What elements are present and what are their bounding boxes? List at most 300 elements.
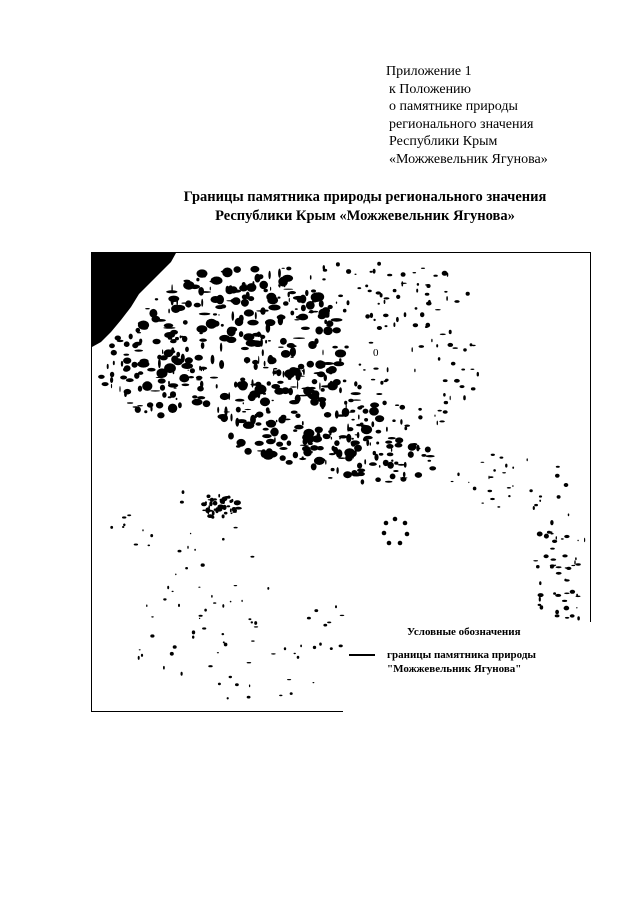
vegetation-speck <box>396 317 399 322</box>
vegetation-speck <box>235 318 244 326</box>
vegetation-speck <box>346 434 351 443</box>
vegetation-speck <box>210 377 218 379</box>
vegetation-speck <box>367 430 370 433</box>
vegetation-speck <box>150 534 153 537</box>
vegetation-speck <box>404 312 407 317</box>
vegetation-speck <box>181 302 187 303</box>
vegetation-speck <box>384 297 390 299</box>
vegetation-speck <box>295 395 301 403</box>
vegetation-speck <box>319 643 322 646</box>
vegetation-speck <box>287 679 291 680</box>
vegetation-speck <box>448 343 454 347</box>
vegetation-speck <box>297 656 300 659</box>
vegetation-speck <box>357 469 365 473</box>
vegetation-speck <box>290 386 297 387</box>
vegetation-speck <box>438 357 441 361</box>
vegetation-speck <box>564 535 569 538</box>
vegetation-speck <box>141 654 143 657</box>
vegetation-speck <box>314 338 318 344</box>
vegetation-speck <box>247 320 258 326</box>
vegetation-speck <box>404 462 407 468</box>
vegetation-speck <box>126 378 134 382</box>
vegetation-speck <box>211 595 213 598</box>
vegetation-speck <box>110 526 113 529</box>
vegetation-speck <box>315 427 323 433</box>
appendix-line-1: Приложение 1 <box>386 64 472 79</box>
vegetation-speck <box>418 415 422 419</box>
vegetation-speck <box>335 605 337 608</box>
vegetation-speck <box>357 463 362 469</box>
vegetation-speck <box>208 512 209 515</box>
vegetation-speck <box>273 308 279 309</box>
vegetation-speck <box>371 379 375 381</box>
vegetation-speck <box>550 566 554 569</box>
vegetation-speck <box>552 540 557 543</box>
vegetation-speck <box>536 565 540 568</box>
vegetation-speck <box>385 481 393 483</box>
vegetation-speck <box>192 630 195 634</box>
vegetation-speck <box>264 289 268 292</box>
vegetation-speck <box>307 617 311 620</box>
vegetation-speck <box>414 369 415 373</box>
vegetation-speck <box>276 420 278 423</box>
vegetation-speck <box>266 420 276 428</box>
vegetation-speck <box>584 538 585 542</box>
vegetation-speck <box>254 621 257 625</box>
vegetation-speck <box>199 618 200 619</box>
vegetation-speck <box>135 407 141 413</box>
vegetation-speck <box>279 695 282 697</box>
vegetation-speck <box>206 319 217 329</box>
vegetation-speck <box>142 529 143 531</box>
vegetation-speck <box>507 487 511 489</box>
vegetation-speck <box>213 313 217 315</box>
vegetation-speck <box>344 346 348 349</box>
vegetation-speck <box>321 385 331 387</box>
vegetation-speck <box>577 540 578 541</box>
vegetation-speck <box>279 285 281 288</box>
vegetation-speck <box>171 305 180 313</box>
vegetation-speck <box>243 333 254 341</box>
vegetation-speck <box>324 314 329 318</box>
vegetation-speck <box>124 365 131 371</box>
vegetation-speck <box>400 477 406 482</box>
vegetation-speck <box>357 432 360 438</box>
vegetation-speck <box>263 367 269 369</box>
vegetation-speck <box>173 371 175 374</box>
vegetation-speck <box>425 284 429 286</box>
vegetation-speck <box>550 520 553 525</box>
vegetation-speck <box>262 349 264 356</box>
vegetation-speck <box>377 262 381 266</box>
vegetation-speck <box>242 282 246 287</box>
vegetation-speck <box>561 538 564 539</box>
vegetation-speck <box>174 388 177 389</box>
vegetation-speck <box>271 653 276 654</box>
document-title-line-2: Республики Крым «Можжевельник Ягунова» <box>215 208 515 224</box>
vegetation-speck <box>385 441 392 444</box>
vegetation-speck <box>201 299 203 307</box>
vegetation-speck <box>260 338 263 347</box>
vegetation-speck <box>138 386 142 392</box>
vegetation-speck <box>213 602 216 604</box>
vegetation-speck <box>156 377 163 378</box>
vegetation-speck <box>324 374 327 381</box>
vegetation-speck <box>266 293 276 301</box>
vegetation-speck <box>276 442 283 447</box>
vegetation-speck <box>224 643 228 647</box>
vegetation-speck <box>471 387 476 390</box>
vegetation-speck <box>156 402 163 409</box>
vegetation-speck <box>288 377 292 380</box>
vegetation-speck <box>329 430 331 435</box>
vegetation-speck <box>283 371 285 378</box>
vegetation-speck <box>171 297 174 306</box>
vegetation-speck <box>352 438 354 440</box>
vegetation-speck <box>220 499 225 504</box>
vegetation-speck <box>383 460 389 466</box>
vegetation-speck <box>343 380 347 383</box>
vegetation-speck <box>199 339 207 342</box>
vegetation-speck <box>500 457 504 459</box>
vegetation-speck <box>286 267 291 271</box>
vegetation-speck <box>244 448 251 455</box>
vegetation-speck <box>111 350 117 356</box>
vegetation-speck <box>393 322 395 327</box>
vegetation-speck <box>425 293 430 296</box>
vegetation-speck <box>477 372 479 377</box>
legend-item-label-line-1: границы памятника природы <box>387 649 536 661</box>
vegetation-speck <box>333 379 341 385</box>
vegetation-speck <box>220 304 226 308</box>
vegetation-speck <box>129 334 133 340</box>
vegetation-speck <box>576 594 578 597</box>
vegetation-speck <box>282 268 285 269</box>
vegetation-speck <box>315 360 325 369</box>
vegetation-speck <box>460 385 465 388</box>
vegetation-speck <box>250 556 254 558</box>
vegetation-speck <box>252 360 258 365</box>
vegetation-speck <box>194 549 196 551</box>
vegetation-speck <box>353 473 362 477</box>
legend-item-label <box>387 648 536 676</box>
vegetation-speck <box>330 647 333 650</box>
vegetation-speck <box>449 330 452 334</box>
vegetation-speck <box>221 270 232 273</box>
vegetation-speck <box>404 427 407 431</box>
vegetation-speck <box>283 289 293 290</box>
vegetation-speck <box>431 339 432 343</box>
vegetation-speck <box>322 350 323 356</box>
vegetation-speck <box>168 309 170 314</box>
vegetation-speck <box>312 451 313 453</box>
vegetation-speck <box>436 344 438 347</box>
vegetation-speck <box>481 462 485 463</box>
vegetation-speck <box>297 380 298 389</box>
vegetation-speck <box>553 592 556 595</box>
vegetation-speck <box>192 395 197 398</box>
vegetation-speck <box>352 455 354 458</box>
vegetation-speck <box>454 379 460 383</box>
vegetation-speck <box>298 373 301 376</box>
vegetation-speck <box>281 415 283 420</box>
vegetation-speck <box>185 300 192 307</box>
vegetation-speck <box>301 305 304 310</box>
vegetation-speck <box>340 615 345 616</box>
vegetation-speck <box>278 269 281 278</box>
vegetation-speck <box>192 636 194 639</box>
vegetation-speck <box>363 369 366 371</box>
vegetation-speck <box>218 314 219 316</box>
vegetation-speck <box>311 463 317 470</box>
vegetation-speck <box>293 337 305 339</box>
vegetation-speck <box>385 379 389 382</box>
vegetation-speck <box>151 616 154 617</box>
vegetation-speck <box>230 601 232 603</box>
vegetation-speck <box>308 440 311 442</box>
vegetation-speck <box>220 343 222 352</box>
vegetation-speck <box>208 505 210 509</box>
vegetation-speck <box>178 402 182 408</box>
vegetation-speck <box>339 387 342 393</box>
vegetation-speck <box>227 505 231 507</box>
vegetation-speck <box>357 287 361 289</box>
vegetation-speck <box>555 474 560 478</box>
vegetation-speck <box>258 274 263 279</box>
vegetation-speck <box>272 371 276 375</box>
vegetation-speck <box>260 311 265 313</box>
vegetation-speck <box>242 295 248 300</box>
vegetation-speck <box>255 382 261 387</box>
vegetation-speck <box>197 269 208 277</box>
vegetation-speck <box>168 383 178 387</box>
vegetation-speck <box>246 358 249 364</box>
document-title <box>150 188 580 226</box>
vegetation-speck <box>295 414 300 419</box>
vegetation-speck <box>268 340 271 342</box>
vegetation-speck <box>217 407 219 413</box>
vegetation-speck <box>208 510 213 512</box>
vegetation-speck <box>217 652 219 653</box>
vegetation-speck <box>443 393 446 397</box>
vegetation-speck <box>132 343 138 348</box>
vegetation-speck <box>147 368 155 372</box>
vegetation-speck <box>308 432 313 439</box>
vegetation-speck <box>175 574 176 576</box>
vegetation-speck <box>305 290 308 296</box>
vegetation-speck <box>539 597 541 602</box>
vegetation-speck <box>110 377 113 383</box>
vegetation-speck <box>260 397 270 406</box>
vegetation-speck <box>211 499 218 501</box>
vegetation-speck <box>380 293 383 297</box>
vegetation-speck <box>178 550 182 553</box>
vegetation-speck <box>173 645 177 649</box>
vegetation-speck <box>391 448 392 452</box>
vegetation-speck <box>211 278 215 281</box>
vegetation-speck <box>390 474 396 480</box>
vegetation-speck <box>251 379 253 387</box>
vegetation-speck <box>268 305 280 311</box>
vegetation-speck <box>379 453 384 456</box>
vegetation-speck <box>564 606 570 611</box>
vegetation-speck <box>187 546 188 549</box>
vegetation-speck <box>252 281 254 286</box>
appendix-header <box>386 63 548 169</box>
vegetation-speck <box>248 393 256 401</box>
vegetation-speck <box>244 309 254 316</box>
vegetation-speck <box>235 399 245 402</box>
vegetation-speck <box>333 447 338 454</box>
vegetation-speck <box>302 421 304 425</box>
vegetation-speck <box>439 420 445 422</box>
vegetation-speck <box>466 292 470 296</box>
vegetation-speck <box>364 418 368 422</box>
vegetation-speck <box>576 563 581 565</box>
vegetation-speck <box>150 390 160 391</box>
vegetation-speck <box>446 296 448 301</box>
vegetation-speck <box>368 290 372 293</box>
vegetation-speck <box>332 346 338 349</box>
vegetation-speck <box>144 410 147 413</box>
vegetation-speck <box>235 418 239 427</box>
vegetation-speck <box>463 395 466 400</box>
vegetation-speck <box>203 400 211 407</box>
vegetation-speck <box>308 442 312 445</box>
vegetation-speck <box>333 327 341 333</box>
vegetation-speck <box>232 297 241 305</box>
vegetation-speck <box>539 594 542 597</box>
vegetation-speck <box>377 326 382 330</box>
vegetation-speck <box>551 558 557 560</box>
vegetation-speck <box>271 428 279 437</box>
appendix-line-5: Республики Крым <box>389 134 498 150</box>
vegetation-speck <box>235 683 239 686</box>
vegetation-speck <box>296 376 304 377</box>
vegetation-speck <box>338 295 343 298</box>
vegetation-speck <box>286 460 293 465</box>
vegetation-speck <box>539 581 541 585</box>
vegetation-speck <box>149 309 157 318</box>
vegetation-speck <box>98 375 105 379</box>
vegetation-speck <box>113 361 115 365</box>
vegetation-speck <box>311 289 316 292</box>
vegetation-speck <box>202 627 206 629</box>
vegetation-speck <box>222 604 224 608</box>
vegetation-speck <box>290 311 294 316</box>
vegetation-speck <box>299 458 306 460</box>
vegetation-speck <box>416 445 419 452</box>
vegetation-speck <box>123 358 131 364</box>
vegetation-speck <box>243 402 244 404</box>
vegetation-speck <box>216 295 224 305</box>
vegetation-speck <box>443 379 448 382</box>
vegetation-speck <box>209 501 212 506</box>
vegetation-speck <box>176 297 178 306</box>
vegetation-speck <box>562 554 567 557</box>
vegetation-speck <box>401 283 407 284</box>
vegetation-speck <box>211 355 215 364</box>
vegetation-speck <box>228 392 230 400</box>
vegetation-speck <box>178 604 180 607</box>
vegetation-speck <box>357 385 361 390</box>
vegetation-speck <box>394 462 398 465</box>
vegetation-speck <box>437 421 438 426</box>
vegetation-speck <box>322 362 334 365</box>
vegetation-speck <box>182 384 190 387</box>
vegetation-speck <box>565 567 570 568</box>
vegetation-speck <box>386 444 393 449</box>
vegetation-speck <box>195 355 203 361</box>
vegetation-speck <box>290 347 296 357</box>
vegetation-speck <box>325 460 326 465</box>
vegetation-speck <box>331 468 335 471</box>
vegetation-speck <box>336 262 340 266</box>
vegetation-speck <box>155 298 158 300</box>
vegetation-speck <box>380 381 383 385</box>
vegetation-speck <box>376 393 382 395</box>
vegetation-speck <box>564 593 569 595</box>
vegetation-speck <box>153 339 161 345</box>
vegetation-speck <box>321 374 323 376</box>
vegetation-speck <box>259 384 261 393</box>
vegetation-speck <box>309 310 314 313</box>
vegetation-speck <box>248 618 251 620</box>
vegetation-speck <box>110 372 114 378</box>
vegetation-speck <box>470 343 473 346</box>
vegetation-speck <box>512 467 514 469</box>
vegetation-speck <box>336 302 337 304</box>
vegetation-speck <box>339 358 341 361</box>
vegetation-speck <box>417 283 419 286</box>
vegetation-speck <box>303 368 305 375</box>
vegetation-speck <box>335 350 346 358</box>
vegetation-speck <box>179 374 189 382</box>
vegetation-speck <box>408 443 417 450</box>
vegetation-speck <box>170 652 174 656</box>
vegetation-speck <box>491 454 495 456</box>
vegetation-speck <box>279 314 283 317</box>
vegetation-speck <box>576 607 578 608</box>
vegetation-speck <box>290 692 293 695</box>
vegetation-speck <box>415 307 418 310</box>
vegetation-speck <box>533 560 538 561</box>
vegetation-speck <box>208 665 212 667</box>
vegetation-speck <box>218 414 228 419</box>
vegetation-speck <box>348 399 354 402</box>
vegetation-speck <box>544 534 549 539</box>
vegetation-speck <box>280 338 287 345</box>
vegetation-speck <box>132 362 138 368</box>
vegetation-speck <box>204 609 207 612</box>
appendix-line-3: о памятнике природы <box>389 99 518 115</box>
vegetation-speck <box>168 396 172 398</box>
vegetation-speck <box>188 370 189 371</box>
vegetation-speck <box>139 649 141 650</box>
vegetation-speck <box>227 697 229 699</box>
vegetation-speck <box>425 447 431 453</box>
vegetation-speck <box>412 347 413 352</box>
vegetation-speck <box>319 382 320 389</box>
vegetation-speck <box>413 323 418 327</box>
vegetation-speck <box>301 327 310 330</box>
vegetation-speck <box>384 300 386 304</box>
vegetation-speck <box>470 369 474 370</box>
vegetation-speck <box>385 325 388 327</box>
vegetation-speck <box>232 311 235 321</box>
vegetation-speck <box>576 596 581 598</box>
vegetation-speck <box>256 422 262 426</box>
